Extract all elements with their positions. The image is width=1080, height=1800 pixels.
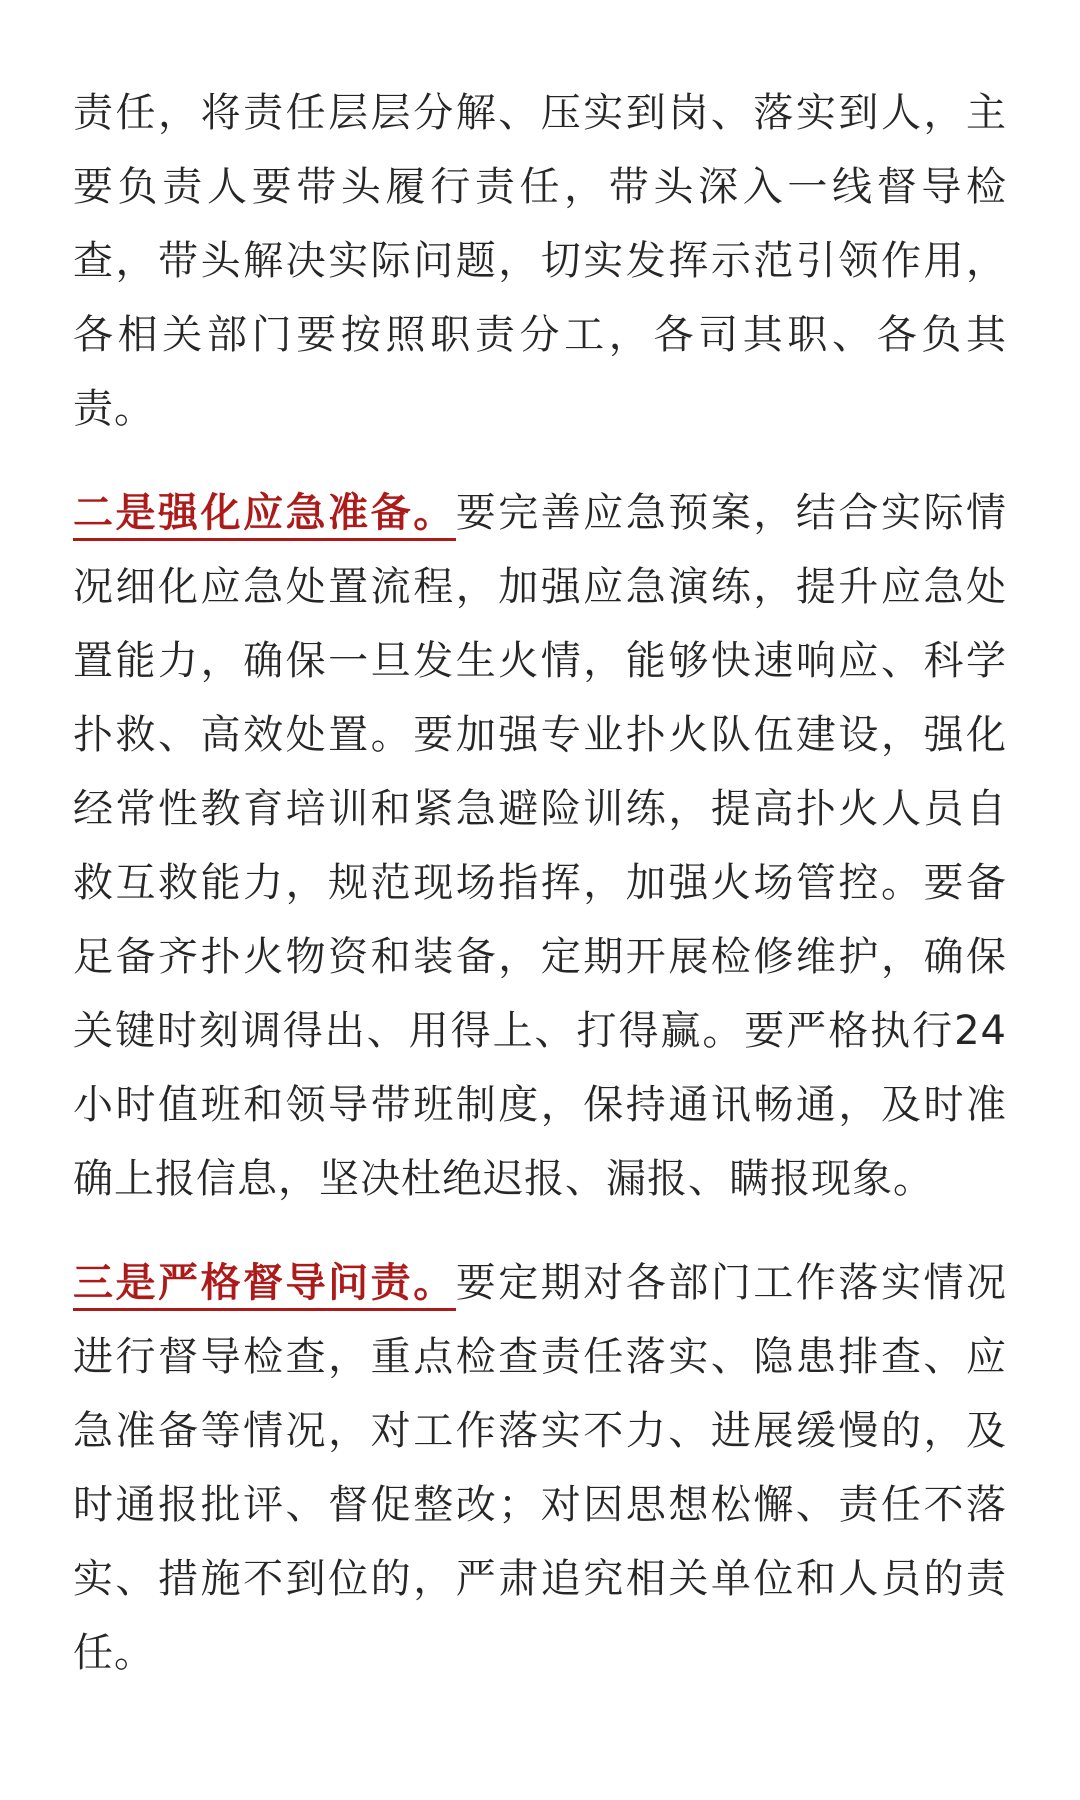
paragraph-text: 要完善应急预案，结合实际情况细化应急处置流程，加强应急演练，提升应急处置能力，确保一旦发生火情，能够快速响应、科学扑救、高效处置。要加强专业扑火队伍建设，强化经常性教育培训和紧急避险训练，提高扑火人员自救互救能力，规范现场指挥，加强火场管控。要备足备齐扑火物资和装备，定期开展检修维护，确保关键时刻调得出、用得上、打得赢。要严格执行24小时值班和领导带班制度，保持通讯畅通，及时准确上报信息，坚决杜绝迟报、漏报、瞒报现象。 bbox=[73, 490, 1008, 1202]
paragraph-supervision-accountability bbox=[73, 1246, 1007, 1690]
article-body bbox=[73, 76, 1007, 1690]
paragraph-emergency-preparation bbox=[73, 476, 1007, 1216]
paragraph-heading: 三是严格督导问责。 bbox=[73, 1260, 456, 1311]
paragraph-heading: 二是强化应急准备。 bbox=[73, 490, 456, 541]
paragraph-responsibility bbox=[73, 76, 1007, 446]
paragraph-text: 要定期对各部门工作落实情况进行督导检查，重点检查责任落实、隐患排查、应急准备等情况，对工作落实不力、进展缓慢的，及时通报批评、督促整改；对因思想松懈、责任不落实、措施不到位的，严肃追究相关单位和人员的责任。 bbox=[73, 1260, 1008, 1676]
paragraph-text: 责任，将责任层层分解、压实到岗、落实到人，主要负责人要带头履行责任，带头深入一线督导检查，带头解决实际问题，切实发挥示范引领作用，各相关部门要按照职责分工，各司其职、各负其责。 bbox=[73, 90, 1007, 432]
